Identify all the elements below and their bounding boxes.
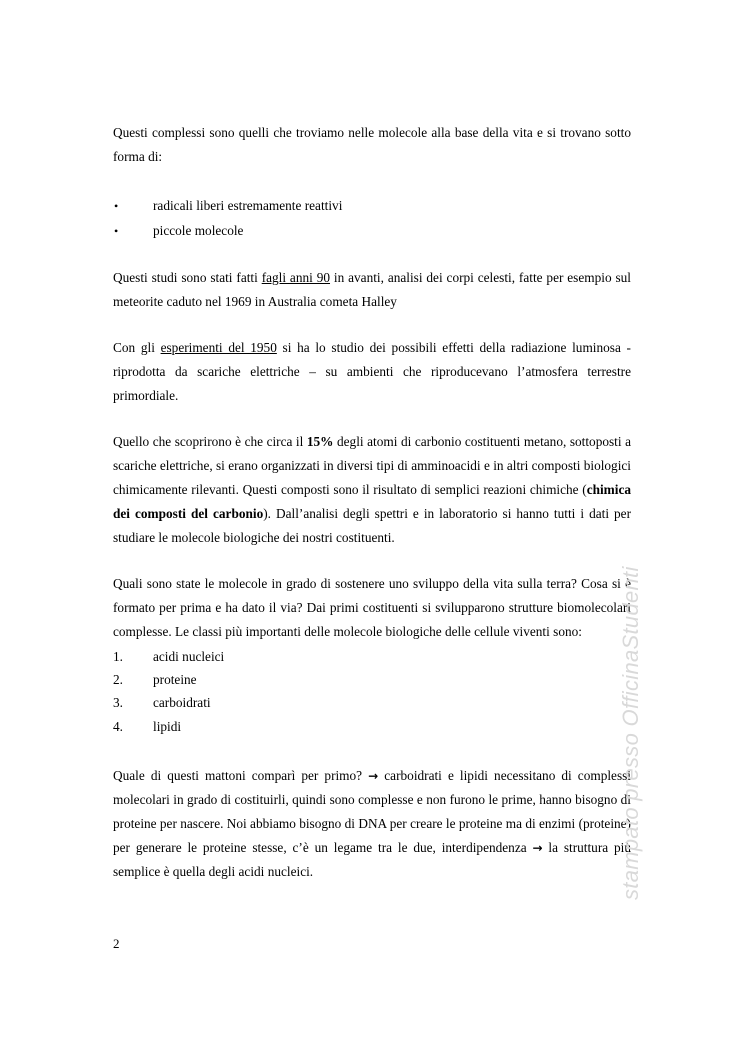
numbered-item bbox=[113, 668, 631, 692]
number-marker: 4. bbox=[113, 719, 123, 734]
numbered-item bbox=[113, 691, 631, 715]
underlined-text: fagli anni 90 bbox=[261, 270, 331, 285]
paragraph-building-blocks bbox=[113, 764, 631, 884]
numbered-text: proteine bbox=[153, 672, 197, 687]
bullet-text: piccole molecole bbox=[153, 223, 244, 238]
arrow-right-icon: → bbox=[532, 841, 543, 855]
bold-text: 15% bbox=[306, 434, 334, 449]
text-run: ). Dall’analisi degli spettri e in laboratorio si hanno tutti i dati per studiare le molecole biologiche dei nostri costituenti. bbox=[113, 506, 632, 545]
text-run: Questi studi sono stati fatti bbox=[113, 270, 262, 285]
bullet-text: radicali liberi estremamente reattivi bbox=[153, 198, 343, 213]
bullet-item bbox=[113, 219, 631, 243]
number-marker: 2. bbox=[113, 672, 123, 687]
number-marker: 1. bbox=[113, 649, 123, 664]
number-marker: 3. bbox=[113, 695, 123, 710]
numbered-item bbox=[113, 645, 631, 669]
paragraph-intro: Questi complessi sono quelli che troviamo nelle molecole alla base della vita e si trovano sotto forma di: bbox=[113, 125, 631, 164]
bold-text: chimica dei composti del carbonio bbox=[113, 482, 631, 521]
numbered-text: lipidi bbox=[153, 719, 182, 734]
bullet-marker: • bbox=[114, 199, 119, 213]
text-run: Quello che scoprirono è che circa il bbox=[113, 434, 307, 449]
bullet-item bbox=[113, 194, 631, 218]
text-run: in avanti, analisi dei corpi celesti, fatte per esempio sul meteorite caduto nel 1969 in Australia cometa Halley bbox=[113, 270, 631, 309]
paragraph-findings bbox=[113, 430, 631, 550]
text-run: carboidrati e lipidi necessitano di complessi molecolari in grado di costituirli, quindi sono complesse e non furono le prime, hanno bisogno di proteine per nascere. Noi abbiamo bisogno di DNA per creare le proteine ma di enzimi (proteine) per generare le proteine stesse, c’è un legame tra le due, interdipendenza bbox=[113, 768, 631, 855]
arrow-right-icon: → bbox=[368, 769, 379, 783]
paragraph-question: Quali sono state le molecole in grado di sostenere uno sviluppo della vita sulla terra? Cosa si è formato per prima e ha dato il via? Dai primi costituenti si svilupparono strutture biomolecolari complesse. Le classi più importanti delle molecole biologiche delle cellule viventi sono: bbox=[113, 576, 631, 639]
text-run: Con gli bbox=[113, 340, 161, 355]
numbered-item bbox=[113, 715, 631, 739]
text-run: la struttura più semplice è quella degli acidi nucleici. bbox=[113, 840, 632, 879]
text-run: degli atomi di carbonio costituenti metano, sottoposti a scariche elettriche, si erano organizzati in diversi tipi di amminoacidi e in altri composti biologici chimicamente rilevanti. Questi composti sono il risultato di semplici reazioni chimiche ( bbox=[113, 434, 631, 497]
numbered-text: acidi nucleici bbox=[153, 649, 225, 664]
underlined-text: esperimenti del 1950 bbox=[160, 340, 277, 355]
page-number: 2 bbox=[113, 936, 120, 951]
paragraph-studies bbox=[113, 266, 631, 314]
text-run: Quale di questi mattoni comparì per primo? bbox=[113, 768, 369, 783]
bullet-marker: • bbox=[114, 224, 119, 238]
numbered-text: carboidrati bbox=[153, 695, 211, 710]
paragraph-experiments bbox=[113, 336, 631, 408]
text-run: si ha lo studio dei possibili effetti della radiazione luminosa - riprodotta da scariche elettriche – su ambienti che riproducevano l’atmosfera terrestre primordiale. bbox=[113, 340, 631, 403]
watermark: stampato presso OfficinaStudenti bbox=[618, 566, 643, 900]
